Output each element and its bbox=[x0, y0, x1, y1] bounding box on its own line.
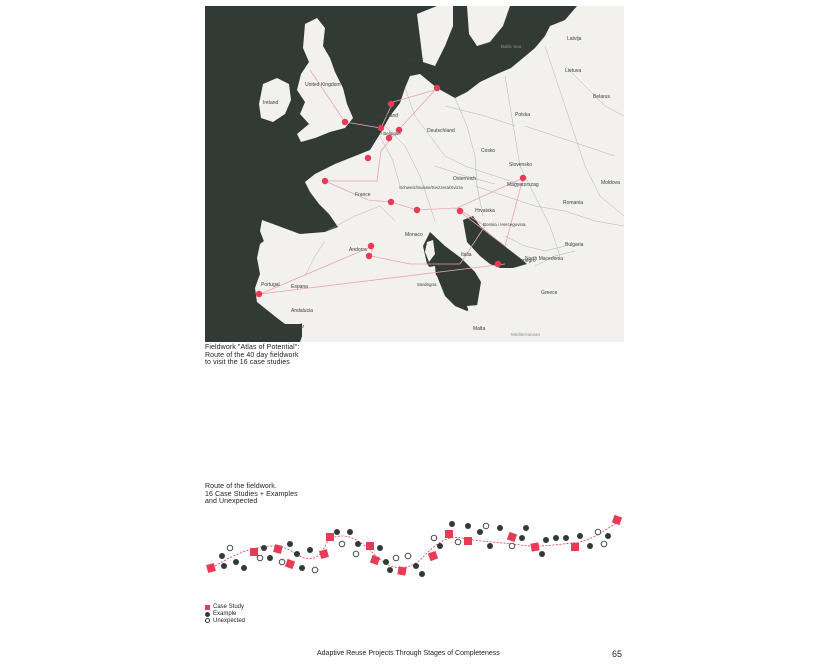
example-mark bbox=[241, 565, 247, 571]
case-study-mark bbox=[250, 548, 258, 556]
map-caption bbox=[205, 344, 299, 367]
diagram-caption-line: and Unexpected bbox=[205, 498, 258, 505]
unexpected-mark bbox=[483, 523, 489, 529]
example-mark bbox=[377, 545, 383, 551]
legend-case-study bbox=[205, 604, 245, 611]
unexpected-mark bbox=[257, 555, 263, 561]
map-label: North Macedonia bbox=[525, 256, 564, 262]
map-label: Bosnia i Hercegovina bbox=[483, 222, 526, 227]
map-label: Slovensko bbox=[509, 162, 533, 168]
page-number: 65 bbox=[612, 649, 623, 659]
case-study-mark bbox=[397, 566, 406, 575]
route-stop bbox=[414, 207, 420, 213]
map-label: Andorra bbox=[349, 247, 367, 253]
europe-fieldwork-map bbox=[205, 6, 624, 342]
case-study-mark bbox=[285, 559, 295, 569]
case-study-mark bbox=[319, 549, 329, 559]
route-stop bbox=[366, 253, 372, 259]
legend-unexpected bbox=[205, 618, 245, 625]
unexpected-mark bbox=[393, 555, 399, 561]
route-stop bbox=[322, 178, 328, 184]
map-label: Greece bbox=[541, 290, 558, 296]
unexpected-mark bbox=[431, 535, 437, 541]
unexpected-mark bbox=[455, 539, 461, 545]
map-label: Danmark bbox=[403, 57, 424, 63]
route-stop bbox=[457, 208, 463, 214]
route-stop bbox=[368, 243, 374, 249]
map-label: Romania bbox=[563, 200, 584, 206]
route-stop bbox=[342, 119, 348, 125]
map-label: Portugal bbox=[261, 282, 280, 288]
example-mark bbox=[355, 541, 361, 547]
map-label: Espana bbox=[291, 284, 308, 290]
example-mark bbox=[487, 543, 493, 549]
map-label: United Kingdom bbox=[305, 82, 341, 88]
route-dashed-path bbox=[212, 522, 618, 568]
unexpected-mark bbox=[353, 551, 359, 557]
map-label: France bbox=[355, 192, 371, 198]
example-mark bbox=[587, 543, 593, 549]
legend-label: Example bbox=[213, 610, 237, 617]
example-mark bbox=[437, 543, 443, 549]
map-label: Osterreich bbox=[453, 176, 477, 182]
example-mark bbox=[334, 529, 340, 535]
route-diagram-svg bbox=[200, 510, 630, 590]
example-mark bbox=[497, 525, 503, 531]
case-study-mark bbox=[464, 537, 472, 545]
unexpected-mark bbox=[339, 541, 345, 547]
case-study-swatch bbox=[205, 605, 210, 610]
map-label: Malta bbox=[473, 326, 486, 332]
map-label: Italia bbox=[461, 252, 472, 258]
case-study-mark bbox=[530, 542, 539, 551]
example-mark bbox=[605, 533, 611, 539]
map-label: Ireland bbox=[263, 100, 279, 106]
example-mark bbox=[299, 565, 305, 571]
map-label: Moldova bbox=[601, 180, 620, 186]
example-mark bbox=[219, 553, 225, 559]
example-mark bbox=[577, 533, 583, 539]
map-label: Mediterranean bbox=[511, 332, 541, 337]
legend bbox=[205, 604, 245, 624]
example-mark bbox=[233, 559, 239, 565]
legend-label: Case Study bbox=[213, 604, 245, 610]
unexpected-mark bbox=[227, 545, 233, 551]
map-label: Magyarorszag bbox=[507, 182, 539, 188]
unexpected-swatch bbox=[205, 618, 210, 623]
example-mark bbox=[465, 523, 471, 529]
map-label: Cesko bbox=[481, 148, 496, 154]
map-label: Gibraltar bbox=[285, 324, 305, 330]
map-caption-line: Route of the 40 day fieldwork bbox=[205, 351, 299, 359]
example-mark bbox=[563, 535, 569, 541]
unexpected-mark bbox=[279, 559, 285, 565]
diagram-caption-line: 16 Case Studies + Examples bbox=[205, 490, 298, 498]
case-study-mark bbox=[571, 543, 579, 551]
example-mark bbox=[287, 541, 293, 547]
unexpected-mark bbox=[312, 567, 318, 573]
map-label: Bulgaria bbox=[565, 242, 584, 248]
legend-example bbox=[205, 611, 245, 618]
example-mark bbox=[221, 563, 227, 569]
map-label: Sardegna bbox=[417, 282, 437, 287]
sweden-land bbox=[467, 6, 510, 46]
example-mark bbox=[553, 535, 559, 541]
case-study-mark bbox=[612, 515, 622, 525]
example-mark bbox=[307, 547, 313, 553]
map-caption-line: Fieldwork "Atlas of Potential": bbox=[205, 344, 300, 351]
example-mark bbox=[347, 529, 353, 535]
example-mark bbox=[387, 567, 393, 573]
map-label: Polska bbox=[515, 112, 531, 118]
route-stop bbox=[388, 101, 394, 107]
unexpected-mark bbox=[601, 541, 607, 547]
example-mark bbox=[419, 571, 425, 577]
case-study-mark bbox=[273, 544, 283, 554]
example-mark bbox=[294, 551, 300, 557]
case-study-mark bbox=[206, 563, 216, 573]
case-study-mark bbox=[445, 530, 453, 538]
map-label: Belgie / Belgique bbox=[367, 131, 401, 136]
map-label: Latvija bbox=[567, 36, 582, 42]
route-stop bbox=[520, 175, 526, 181]
case-study-mark bbox=[326, 533, 334, 541]
example-swatch bbox=[205, 612, 210, 617]
example-mark bbox=[477, 529, 483, 535]
map-label: Monaco bbox=[405, 232, 423, 238]
map-label: Belarus bbox=[593, 94, 610, 100]
case-study-mark bbox=[370, 555, 380, 565]
map-label: Deutschland bbox=[427, 128, 455, 134]
example-mark bbox=[519, 535, 525, 541]
map-label: Montenegro bbox=[509, 258, 536, 264]
map-label: Schweiz/Suisse/Svizzera/Svizra bbox=[399, 185, 463, 190]
case-study-mark bbox=[428, 551, 438, 561]
example-mark bbox=[413, 563, 419, 569]
route-stop bbox=[365, 155, 371, 161]
case-study-mark bbox=[366, 542, 374, 550]
map-caption-line: to visit the 16 case studies bbox=[205, 359, 290, 366]
route-stop bbox=[495, 261, 501, 267]
route-diagram bbox=[200, 510, 630, 595]
example-mark bbox=[267, 555, 273, 561]
map-svg bbox=[205, 6, 624, 342]
example-mark bbox=[383, 559, 389, 565]
example-mark bbox=[539, 551, 545, 557]
unexpected-mark bbox=[405, 553, 411, 559]
example-mark bbox=[261, 545, 267, 551]
diagram-caption-line: Route of the fieldwork. bbox=[205, 483, 277, 490]
case-study-mark bbox=[507, 532, 517, 542]
route-stop bbox=[434, 85, 440, 91]
map-label: Baltic Sea bbox=[501, 44, 522, 49]
map-label: Lietuva bbox=[565, 68, 582, 74]
map-label: Nederland bbox=[375, 113, 399, 119]
unexpected-mark bbox=[509, 543, 515, 549]
route-stop bbox=[388, 199, 394, 205]
footer-title: Adaptive Reuse Projects Through Stages of Completeness bbox=[317, 650, 500, 657]
example-mark bbox=[449, 521, 455, 527]
example-mark bbox=[523, 525, 529, 531]
example-mark bbox=[543, 537, 549, 543]
legend-label: Unexpected bbox=[213, 617, 246, 624]
unexpected-mark bbox=[595, 529, 601, 535]
map-label: Andalucia bbox=[291, 308, 313, 314]
route-stop bbox=[256, 291, 262, 297]
map-label: Hrvatska bbox=[475, 208, 495, 214]
diagram-caption bbox=[205, 483, 298, 506]
